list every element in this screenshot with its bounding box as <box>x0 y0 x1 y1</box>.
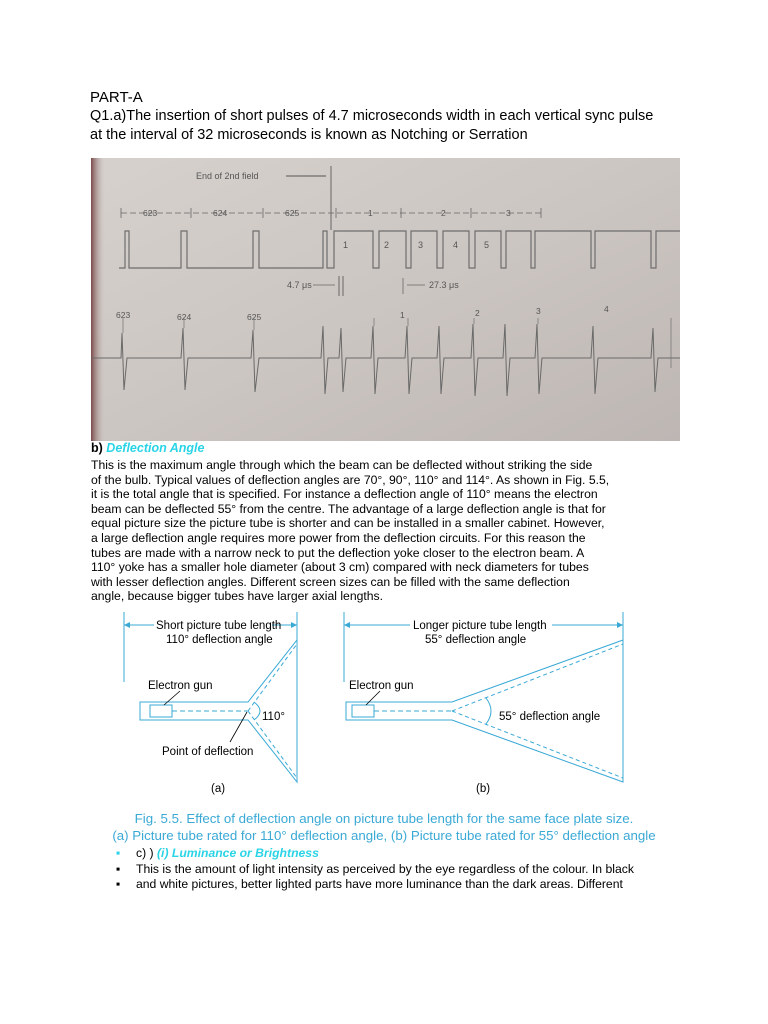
caption-line: Fig. 5.5. Effect of deflection angle on picture tube length for the same face plate size. <box>134 811 634 826</box>
fig-b-length-label: Longer picture tube length <box>413 620 547 632</box>
caption-line: (a) Picture tube rated for 110° deflection angle, (b) Picture tube rated for 55° deflection angle <box>112 828 656 843</box>
section-b-heading <box>91 441 204 455</box>
paragraph-line: angle, because bigger tubes have larger axial lengths. <box>91 589 384 604</box>
fig-a-letter: (a) <box>211 783 226 795</box>
pulse-number: 2 <box>384 240 390 250</box>
pulse-number: 5 <box>484 240 490 250</box>
pulse-number: 3 <box>418 240 424 250</box>
section-c-prefix: c) ) <box>136 846 154 860</box>
list-item <box>116 877 623 892</box>
fig-a-angle-value: 110° <box>262 711 285 723</box>
line-number: 3 <box>536 306 541 316</box>
paragraph-line: a large deflection angle requires more power from the deflection circuits. For this reason the <box>91 530 586 545</box>
ruler-label: 1 <box>368 208 373 218</box>
paragraph-line: of the bulb. Typical values of deflection angles are 70°, 90°, 110° and 114°. As shown in Fig. 5.5, <box>91 472 610 487</box>
q1-line: at the interval of 32 microseconds is known as Notching or Serration <box>90 127 528 143</box>
fig-a-point-label: Point of deflection <box>162 746 254 758</box>
fig-b-letter: (b) <box>476 783 491 795</box>
list-item-text: and white pictures, better lighted parts have more luminance than the dark areas. Different <box>136 877 623 891</box>
q1-line: Q1.a)The insertion of short pulses of 4.7 microseconds width in each vertical sync pulse <box>90 108 654 124</box>
line-number: 2 <box>475 308 480 318</box>
section-c-title: (i) Luminance or Brightness <box>157 846 319 860</box>
figure-caption <box>0 810 768 844</box>
question-1 <box>90 107 690 145</box>
line-number: 4 <box>604 304 609 314</box>
width-label: 27.3 μs <box>429 280 459 290</box>
section-b-prefix: b) <box>91 441 103 455</box>
line-number: 624 <box>177 312 192 322</box>
paragraph-line: equal picture size the picture tube is shorter and can be installed in a smaller cabinet. However, <box>91 516 605 531</box>
pulse-number: 4 <box>453 240 459 250</box>
part-heading: PART-A <box>90 89 143 106</box>
bullet-icon: ▪ <box>116 862 121 876</box>
paragraph-line: beam can be deflected 55° from the centre. The advantage of a large deflection angle is that for <box>91 501 606 516</box>
list-item <box>116 862 634 877</box>
list-item-text: This is the amount of light intensity as perceived by the eye regardless of the colour. In black <box>136 862 634 876</box>
fig-b-angle-label: 55° deflection angle <box>425 634 527 646</box>
paragraph-line: This is the maximum angle through which the beam can be deflected without striking the side <box>91 458 593 472</box>
paragraph-line: 110° yoke has a smaller hole diameter (about 3 cm) compared with neck diameters for tubes <box>91 560 589 575</box>
section-c-heading <box>116 846 319 861</box>
ruler-label: 625 <box>285 208 300 218</box>
bullet-icon: ▪ <box>116 846 121 860</box>
width-label: 4.7 μs <box>287 280 312 290</box>
line-number: 625 <box>247 312 262 322</box>
ruler-label: 623 <box>143 208 158 218</box>
bullet-icon: ▪ <box>116 877 121 891</box>
pulse-number: 1 <box>343 240 349 250</box>
ruler-label: 624 <box>213 208 228 218</box>
fig-a-length-label: Short picture tube length <box>156 620 282 632</box>
paragraph-line: tubes are made with a narrow neck to put the deflection yoke closer to the electron beam. A <box>91 545 585 560</box>
ruler-label: 2 <box>441 208 446 218</box>
fig-b-gun-label: Electron gun <box>349 680 414 692</box>
fig-a-gun-label: Electron gun <box>148 680 213 692</box>
sync-pulse-photo <box>91 158 680 441</box>
ruler-label: 3 <box>506 208 511 218</box>
fig-b-angle-value: 55° deflection angle <box>499 711 601 723</box>
paragraph-line: it is the total angle that is specified. For instance a deflection angle of 110° means the electron <box>91 487 598 502</box>
end-of-field-label: End of 2nd field <box>196 171 259 181</box>
paragraph-line: with lesser deflection angles. Different screen sizes can be filled with the same deflection <box>91 574 570 589</box>
deflection-paragraph <box>91 458 651 604</box>
section-b-title: Deflection Angle <box>106 441 205 455</box>
fig-a-angle-label: 110° deflection angle <box>166 634 273 646</box>
line-number: 623 <box>116 310 131 320</box>
line-number: 1 <box>400 310 405 320</box>
deflection-angle-figure <box>120 612 640 800</box>
